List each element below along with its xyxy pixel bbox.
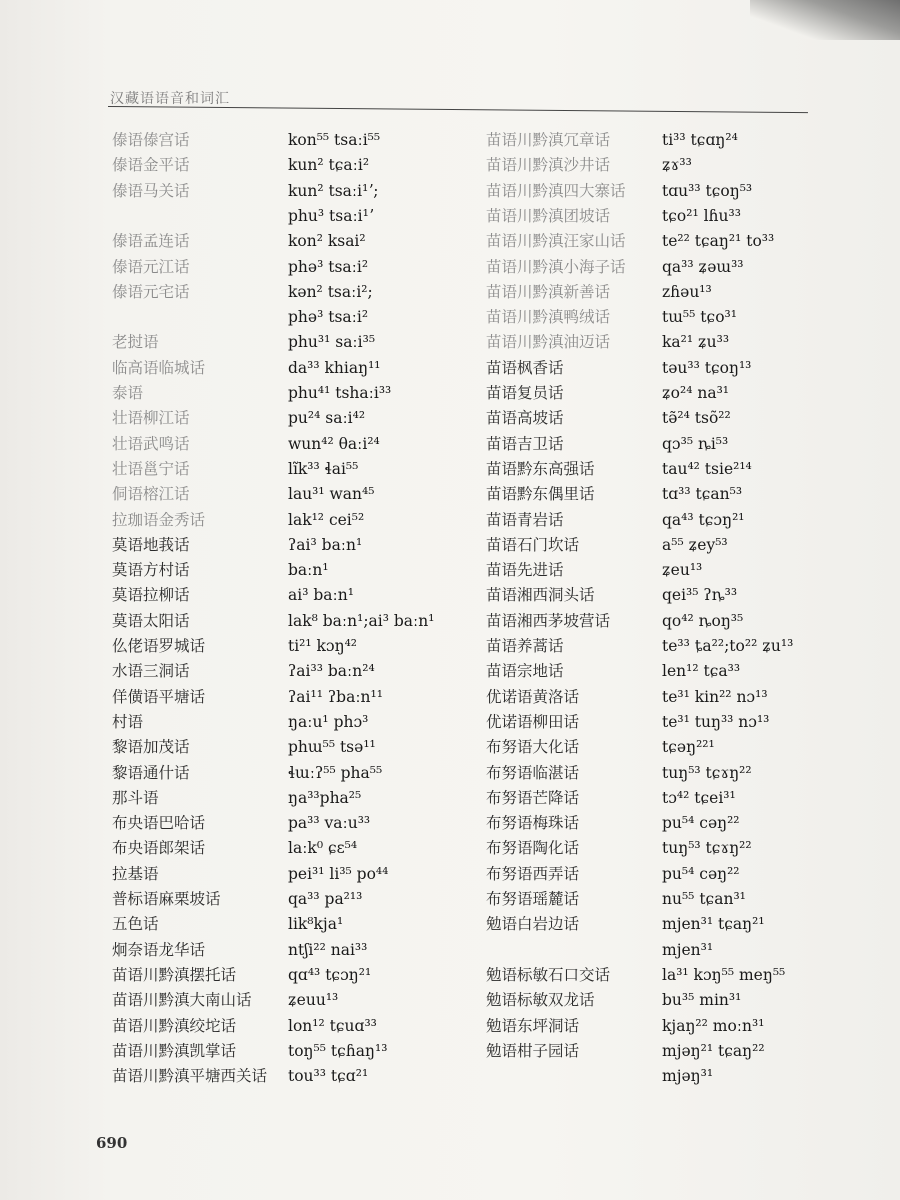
ipa-transcription: pa³³ vaːu³³ [288,814,371,833]
ipa-transcription: te³¹ tuŋ³³ nɔ¹³ [662,712,770,731]
ipa-transcription: pu⁵⁴ cəŋ²² [662,864,740,883]
ipa-transcription: kon⁵⁵ tsaːi⁵⁵ [288,131,381,149]
ipa-transcription: kun² tsaːi¹ʼ; [288,181,379,200]
language-name: 苗语川黔滇凯掌话 [112,1041,237,1060]
ipa-transcription: wun⁴² θaːi²⁴ [288,434,380,453]
ipa-transcription: kjaŋ²² moːn³¹ [662,1016,765,1035]
ipa-transcription: qa³³ ʑəɯ³³ [662,257,744,276]
language-name: 那斗语 [112,788,159,807]
language-name: 优诺语柳田话 [486,712,580,731]
ipa-transcription: kun² tɕaːi² [288,156,370,175]
language-name: 莫语地莪话 [112,535,190,554]
language-name: 苗语川黔滇绞坨话 [112,1016,237,1035]
ipa-transcription: mjen³¹ [662,940,714,959]
language-name: 布努语梅珠话 [486,814,580,833]
ipa-transcription: lau³¹ wan⁴⁵ [288,485,375,504]
ipa-transcription: toŋ⁵⁵ tɕɦaŋ¹³ [288,1041,388,1060]
language-name: 苗语川黔滇新善话 [486,282,611,301]
language-name: 佯僙语平塘话 [112,687,206,706]
language-name: 布央语郎架话 [112,839,206,858]
language-name: 老挝语 [112,333,159,352]
ipa-transcription: ʑeuu¹³ [288,991,339,1010]
ipa-transcription: mjəŋ³¹ [662,1067,714,1086]
ipa-transcription: tɑ³³ tɕan⁵³ [662,485,743,504]
language-name: 普标语麻栗坡话 [112,890,221,908]
language-name: 苗语川黔滇四大寨话 [486,181,626,200]
language-name: 仫佬语罗城话 [112,637,206,655]
language-name: 苗语川黔滇摆托话 [112,965,237,984]
ipa-transcription: len¹² tɕa³³ [662,662,741,681]
ipa-transcription: ti²¹ kɔŋ⁴² [288,637,358,655]
ipa-transcription: lak⁸ baːn¹;ai³ baːn¹ [288,611,435,630]
header-rule [108,106,808,113]
ipa-transcription: tɕəŋ²²¹ [662,738,715,757]
ipa-transcription: laːk⁰ ɕɛ⁵⁴ [288,839,358,858]
language-name: 炯奈语龙华话 [112,940,206,959]
ipa-transcription: tɯ⁵⁵ tɕo³¹ [662,308,737,327]
ipa-transcription: tou³³ tɕɑ²¹ [288,1067,369,1086]
language-name: 苗语川黔滇团坡话 [486,206,611,225]
ipa-transcription: ɬɯːʔ⁵⁵ pha⁵⁵ [288,763,383,782]
language-name: 黎语通什话 [112,763,190,782]
language-name: 苗语川黔滇小海子话 [486,257,626,276]
ipa-transcription: qɔ³⁵ ȵi⁵³ [662,434,729,453]
running-head: 汉藏语语音和词汇 [110,91,230,107]
language-name: 村语 [112,712,144,731]
ipa-transcription: phə³ tsaːi² [288,308,369,327]
ipa-transcription: phɯ⁵⁵ tsə¹¹ [288,738,376,757]
ipa-transcription: tɑu³³ tɕoŋ⁵³ [662,181,753,200]
language-name: 莫语太阳话 [112,611,190,630]
ipa-transcription: baːn¹ [288,561,329,580]
language-name: 布努语大化话 [486,738,580,757]
ipa-transcription: nu⁵⁵ tɕan³¹ [662,890,746,908]
ipa-transcription: ŋa³³pha²⁵ [288,788,362,807]
language-name: 拉珈语金秀话 [112,510,206,529]
language-name: 苗语湘西洞头话 [486,586,595,605]
ipa-transcription: ntʃi²² nai³³ [288,940,368,959]
language-name: 壮语柳江话 [112,409,190,428]
ipa-transcription: ka²¹ ʑu³³ [662,333,730,352]
language-name: 壮语武鸣话 [112,434,190,453]
ipa-transcription: ʔai³³ baːn²⁴ [288,662,375,681]
language-name: 侗语榕江话 [112,485,190,504]
ipa-transcription: qei³⁵ ʔȵ³³ [662,586,738,605]
ipa-transcription: bu³⁵ min³¹ [662,991,742,1010]
language-name: 苗语高坡话 [486,409,564,428]
language-name: 苗语养蒿话 [486,637,564,655]
ipa-transcription: mjəŋ²¹ tɕaŋ²² [662,1041,765,1060]
language-name: 壮语邕宁话 [112,459,190,478]
ipa-transcription: a⁵⁵ ʑey⁵³ [662,535,728,554]
ipa-transcription: ʑɤ³³ [662,156,692,175]
language-name: 优诺语黄洛话 [486,687,580,706]
ipa-transcription: qɑ⁴³ tɕɔŋ²¹ [288,965,372,984]
page-corner-shadow [750,0,900,40]
language-name: 临高语临城话 [112,358,206,377]
ipa-transcription: tɕo²¹ lɦu³³ [662,206,741,225]
ipa-transcription: qo⁴² ȵoŋ³⁵ [662,611,744,630]
ipa-transcription: pu²⁴ saːi⁴² [288,409,366,428]
language-name: 布努语临湛话 [486,763,580,782]
ipa-transcription: la³¹ kɔŋ⁵⁵ meŋ⁵⁵ [662,965,786,984]
language-name: 苗语宗地话 [486,662,564,681]
ipa-transcription: ŋaːu¹ phɔ³ [288,712,369,731]
ipa-transcription: tuŋ⁵³ tɕɤŋ²² [662,839,752,858]
ipa-transcription: te³¹ kin²² nɔ¹³ [662,687,768,706]
ipa-transcription: tuŋ⁵³ tɕɤŋ²² [662,763,752,782]
language-name: 傣语马关话 [112,181,190,200]
language-name: 勉语标敏双龙话 [486,991,595,1010]
language-name: 黎语加茂话 [112,738,190,757]
ipa-transcription: tau⁴² tsie²¹⁴ [662,459,752,478]
language-name: 苗语川黔滇平塘西关话 [112,1067,268,1086]
ipa-transcription: ʑo²⁴ na³¹ [662,384,730,402]
language-name: 苗语川黔滇油迈话 [486,333,611,352]
ipa-transcription: kən² tsaːi²; [288,282,373,301]
language-name: 苗语复员话 [486,384,564,402]
language-name: 傣语孟连话 [112,232,190,251]
language-name: 苗语石门坎话 [486,535,580,554]
language-name: 苗语川黔滇沙井话 [486,156,611,175]
language-name: 苗语川黔滇汪家山话 [486,232,626,251]
language-name: 布努语芒降话 [486,788,580,807]
language-name: 莫语拉柳话 [112,586,190,605]
ipa-transcription: kon² ksai² [288,232,366,251]
ipa-transcription: qa⁴³ tɕɔŋ²¹ [662,510,745,529]
language-name: 拉基语 [112,864,159,883]
ipa-transcription: phu³¹ saːi³⁵ [288,333,376,352]
ipa-transcription: te³³ ȶa²²;to²² ʑu¹³ [662,637,794,655]
language-name: 布央语巴哈话 [112,814,206,833]
language-name: 苗语先进话 [486,561,564,580]
ipa-transcription: ʑeu¹³ [662,561,703,580]
language-name: 苗语川黔滇鸭绒话 [486,308,611,327]
language-name: 泰语 [112,384,144,402]
ipa-transcription: ti³³ tɕɑŋ²⁴ [662,131,738,149]
language-name: 勉语标敏石口交话 [486,965,611,984]
ipa-transcription: lon¹² tɕuɑ³³ [288,1016,377,1035]
ipa-transcription: ai³ baːn¹ [288,586,354,605]
language-name: 傣语元江话 [112,257,190,276]
ipa-transcription: qa³³ pa²¹³ [288,890,363,908]
ipa-transcription: tɔ⁴² tɕei³¹ [662,788,736,807]
ipa-transcription: pei³¹ li³⁵ po⁴⁴ [288,864,389,883]
ipa-transcription: lĩk³³ ɬai⁵⁵ [288,459,359,478]
language-name: 布努语瑶麓话 [486,890,580,908]
language-name: 五色话 [112,915,159,934]
page-number: 690 [96,1134,128,1152]
ipa-transcription: zɦəu¹³ [662,282,712,301]
language-name: 勉语柑子园话 [486,1041,580,1060]
ipa-transcription: da³³ khiaŋ¹¹ [288,358,381,377]
language-name: 傣语傣宫话 [112,131,190,149]
ipa-transcription: pu⁵⁴ cəŋ²² [662,814,740,833]
ipa-transcription: təu³³ tɕoŋ¹³ [662,358,752,377]
language-name: 苗语川黔滇大南山话 [112,991,252,1010]
language-name: 勉语白岩边话 [486,915,580,934]
ipa-transcription: mjen³¹ tɕaŋ²¹ [662,915,765,934]
ipa-transcription: phu³ tsaːi¹ʼ [288,206,374,225]
language-name: 苗语黔东高强话 [486,459,595,478]
language-name: 苗语黔东偶里话 [486,485,595,504]
ipa-transcription: tə̃²⁴ tsõ²² [662,409,731,428]
ipa-transcription: phə³ tsaːi² [288,257,369,276]
language-name: 苗语枫香话 [486,358,564,377]
language-name: 莫语方村话 [112,561,190,580]
language-name: 苗语吉卫话 [486,434,564,453]
language-name: 勉语东坪洞话 [486,1016,580,1035]
language-name: 布努语西弄话 [486,864,580,883]
ipa-transcription: ʔai³ baːn¹ [288,535,363,554]
language-name: 布努语陶化话 [486,839,580,858]
language-name: 傣语元宅话 [112,282,190,301]
ipa-transcription: phu⁴¹ tshaːi³³ [288,384,392,402]
language-name: 苗语青岩话 [486,510,564,529]
language-name: 水语三洞话 [112,662,190,681]
ipa-transcription: lak¹² cei⁵² [288,510,365,529]
language-name: 苗语川黔滇冗章话 [486,131,611,149]
language-name: 苗语湘西茅坡营话 [486,611,611,630]
ipa-transcription: te²² tɕaŋ²¹ to³³ [662,232,775,251]
ipa-transcription: ʔai¹¹ ʔbaːn¹¹ [288,687,383,706]
ipa-transcription: lik⁸kja¹ [288,915,344,934]
language-name: 傣语金平话 [112,156,190,175]
